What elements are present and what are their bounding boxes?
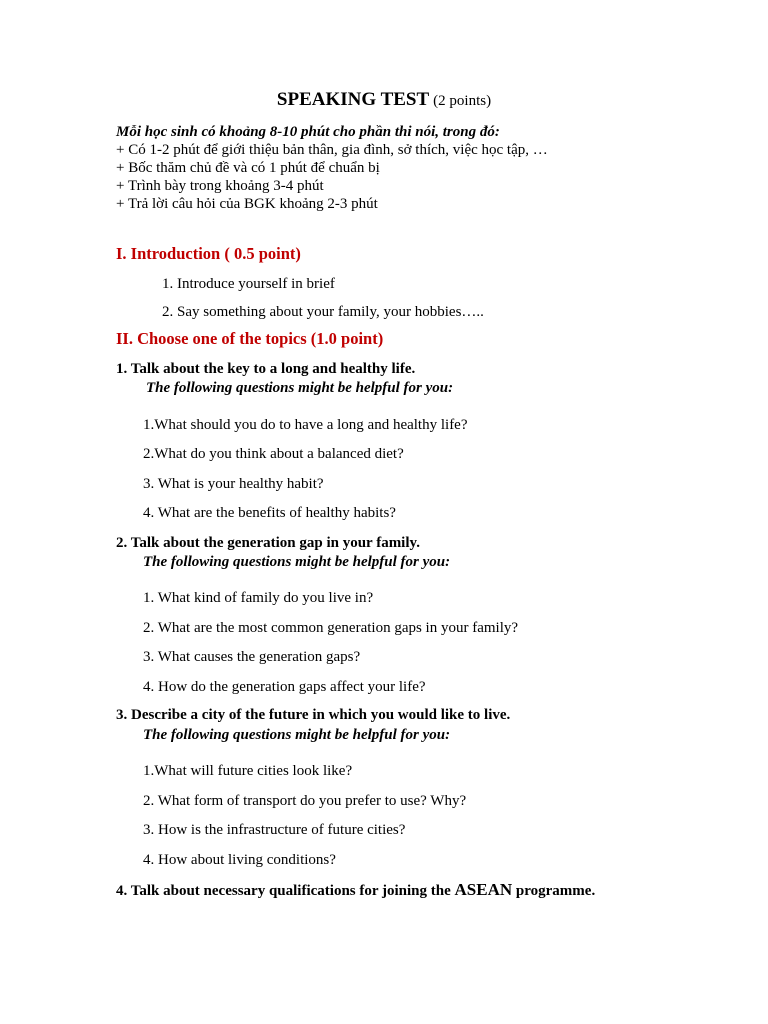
topic-1-helper: The following questions might be helpful for you:	[146, 380, 454, 396]
page-title	[0, 89, 768, 112]
topic-2-question: 1. What kind of family do you live in?	[143, 590, 374, 606]
introduction-item: 2. Say something about your family, your hobbies…..	[162, 304, 484, 320]
section-introduction-heading: I. Introduction ( 0.5 point)	[116, 244, 301, 263]
topic-4-title	[116, 879, 652, 902]
topic-3-question: 3. How is the infrastructure of future cities?	[143, 822, 406, 838]
instruction-item: + Có 1-2 phút để giới thiệu bản thân, gia đình, sở thích, việc học tập, …	[116, 142, 548, 158]
topic-2-question: 3. What causes the generation gaps?	[143, 649, 361, 665]
topic-1-question: 3. What is your healthy habit?	[143, 476, 324, 492]
instruction-item: + Trả lời câu hỏi của BGK khoảng 2-3 phút	[116, 196, 378, 212]
instructions-intro: Mỗi học sinh có khoảng 8-10 phút cho phần thi nói, trong đó:	[116, 124, 500, 140]
topic-1-title: 1. Talk about the key to a long and healthy life.	[116, 361, 416, 377]
topic-1-question: 2.What do you think about a balanced diet?	[143, 446, 404, 462]
topic-2-question: 4. How do the generation gaps affect your life?	[143, 679, 426, 695]
topic-4-title-part2: programme.	[515, 883, 596, 899]
topic-2-helper: The following questions might be helpful for you:	[143, 554, 451, 570]
topic-2-question: 2. What are the most common generation gaps in your family?	[143, 620, 519, 636]
topic-3-question: 2. What form of transport do you prefer to use? Why?	[143, 793, 467, 809]
title-main: SPEAKING TEST	[276, 89, 430, 110]
title-points: (2 points)	[433, 93, 492, 109]
introduction-item: 1. Introduce yourself in brief	[162, 276, 335, 292]
topic-1-question: 1.What should you do to have a long and healthy life?	[143, 417, 468, 433]
instruction-item: + Trình bày trong khoảng 3-4 phút	[116, 178, 324, 194]
topic-4-title-part1: 4. Talk about necessary qualifications for joining the	[116, 883, 451, 899]
topic-3-helper: The following questions might be helpful for you:	[143, 727, 451, 743]
topic-2-title: 2. Talk about the generation gap in your family.	[116, 535, 420, 551]
topic-1-question: 4. What are the benefits of healthy habits?	[143, 505, 396, 521]
topic-3-question: 4. How about living conditions?	[143, 852, 336, 868]
topic-3-question: 1.What will future cities look like?	[143, 763, 353, 779]
instruction-item: + Bốc thăm chủ đề và có 1 phút để chuẩn bị	[116, 160, 380, 176]
topic-3-title: 3. Describe a city of the future in which you would like to live.	[116, 707, 511, 723]
section-topics-heading: II. Choose one of the topics (1.0 point)	[116, 329, 384, 348]
topic-4-title-asean: ASEAN	[454, 880, 513, 899]
